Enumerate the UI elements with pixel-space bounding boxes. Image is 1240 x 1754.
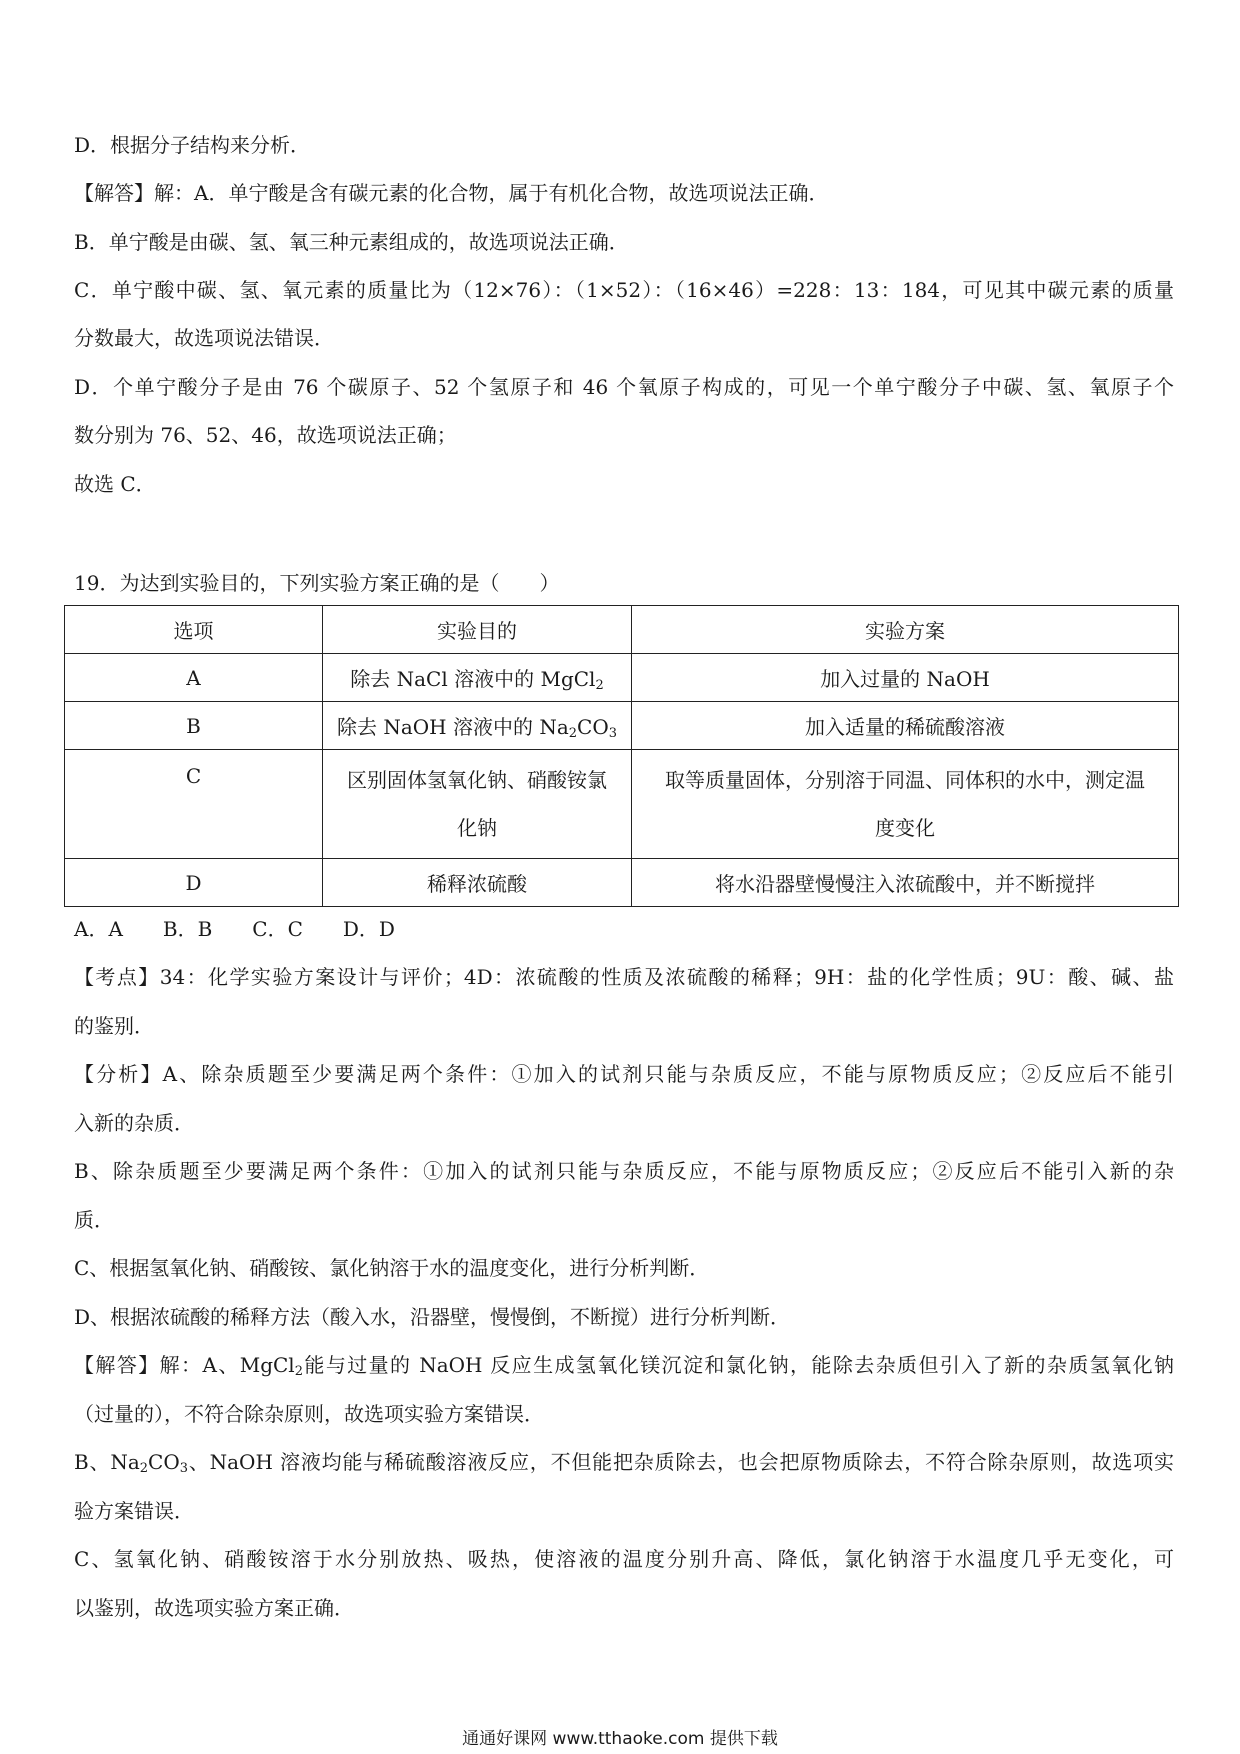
- kaodian-line1: 【考点】34：化学实验方案设计与评价；4D：浓硫酸的性质及浓硫酸的稀释；9H：盐的化学性质；9U：酸、碱、盐: [74, 965, 1174, 989]
- fenxi-c: C、根据氢氧化钠、硝酸铵、氯化钠溶于水的温度变化，进行分析判断．: [74, 1256, 710, 1280]
- prev-answer-a: 【解答】解：A．单宁酸是含有碳元素的化合物，属于有机化合物，故选项说法正确．: [74, 181, 829, 205]
- prev-choice: 故选 C．: [74, 472, 156, 496]
- cell-plan: 加入适量的稀硫酸溶液: [632, 702, 1179, 750]
- cell-plan: 取等质量固体，分别溶于同温、同体积的水中，测定温 度变化: [632, 750, 1179, 859]
- prev-d-line2: 数分别为 76、52、46，故选项说法正确；: [74, 423, 457, 447]
- cell-option: B: [65, 702, 323, 750]
- cell-plan: 将水沿器壁慢慢注入浓硫酸中，并不断搅拌: [632, 859, 1179, 907]
- cell-option: D: [65, 859, 323, 907]
- cell-option: A: [65, 654, 323, 702]
- header-purpose: 实验目的: [323, 606, 632, 654]
- cell-purpose: 除去 NaCl 溶液中的 MgCl$_2$: [323, 654, 632, 702]
- kaodian-line2: 的鉴别．: [74, 1014, 154, 1038]
- cell-option: C: [65, 750, 323, 859]
- table-row: [65, 654, 1179, 702]
- table-row: [65, 859, 1179, 907]
- header-option: 选项: [65, 606, 323, 654]
- fenxi-a-line1: 【分析】A、除杂质题至少要满足两个条件：①加入的试剂只能与杂质反应，不能与原物质反应；②反应后不能引: [74, 1062, 1174, 1086]
- table-row: [65, 750, 1179, 859]
- jieda-b-line1: B、$Na_2CO_3$、NaOH 溶液均能与稀硫酸溶液反应，不但能把杂质除去，也会把原物质除去，不符合除杂原则，故选项实: [74, 1450, 1175, 1476]
- table-row: [65, 702, 1179, 750]
- cell-plan: 加入过量的 NaOH: [632, 654, 1179, 702]
- fenxi-d: D、根据浓硫酸的稀释方法（酸入水，沿器壁，慢慢倒，不断搅）进行分析判断．: [74, 1305, 791, 1329]
- footer-source: 通通好课网 www.tthaoke.com 提供下载: [462, 1729, 778, 1749]
- cell-purpose: 稀释浓硫酸: [323, 859, 632, 907]
- jieda-b-line2: 验方案错误．: [74, 1499, 194, 1523]
- question-stem: 19．为达到实验目的，下列实验方案正确的是（ ）: [74, 571, 560, 595]
- jieda-c-line2: 以鉴别，故选项实验方案正确．: [74, 1596, 354, 1620]
- prev-c-line1: C．单宁酸中碳、氢、氧元素的质量比为（12×76）：（1×52）：（16×46）=228：13：184，可见其中碳元素的质量: [74, 278, 1174, 302]
- prev-d-line1: D．个单宁酸分子是由 76 个碳原子、52 个氢原子和 46 个氧原子构成的，可见一个单宁酸分子中碳、氢、氧原子个: [74, 375, 1174, 399]
- table-header-row: [65, 606, 1179, 654]
- jieda-a-line1: 【解答】解：A、MgCl$_2$能与过量的 NaOH 反应生成氢氧化镁沉淀和氯化钠，能除去杂质但引入了新的杂质氢氧化钠: [74, 1353, 1174, 1379]
- prev-c-line2: 分数最大，故选项说法错误．: [74, 326, 334, 350]
- jieda-c-line1: C、氢氧化钠、硝酸铵溶于水分别放热、吸热，使溶液的温度分别升高、降低，氯化钠溶于水温度几乎无变化，可: [74, 1547, 1174, 1571]
- prev-d-hint: D．根据分子结构来分析．: [74, 133, 311, 157]
- jieda-a-line2: （过量的），不符合除杂原则，故选项实验方案错误．: [74, 1402, 544, 1426]
- prev-b: B．单宁酸是由碳、氢、氧三种元素组成的，故选项说法正确．: [74, 230, 629, 254]
- fenxi-b-line1: B、除杂质题至少要满足两个条件：①加入的试剂只能与杂质反应，不能与原物质反应；②反应后不能引入新的杂: [74, 1159, 1174, 1183]
- answer-options: A．A B．B C．C D．D: [74, 917, 395, 941]
- cell-purpose: 区别固体氢氧化钠、硝酸铵氯 化钠: [323, 750, 632, 859]
- cell-purpose: 除去 NaOH 溶液中的 $Na_2CO_3$: [323, 702, 632, 750]
- experiment-table: [64, 605, 1179, 907]
- header-plan: 实验方案: [632, 606, 1179, 654]
- fenxi-b-line2: 质．: [74, 1208, 114, 1232]
- fenxi-a-line2: 入新的杂质．: [74, 1111, 194, 1135]
